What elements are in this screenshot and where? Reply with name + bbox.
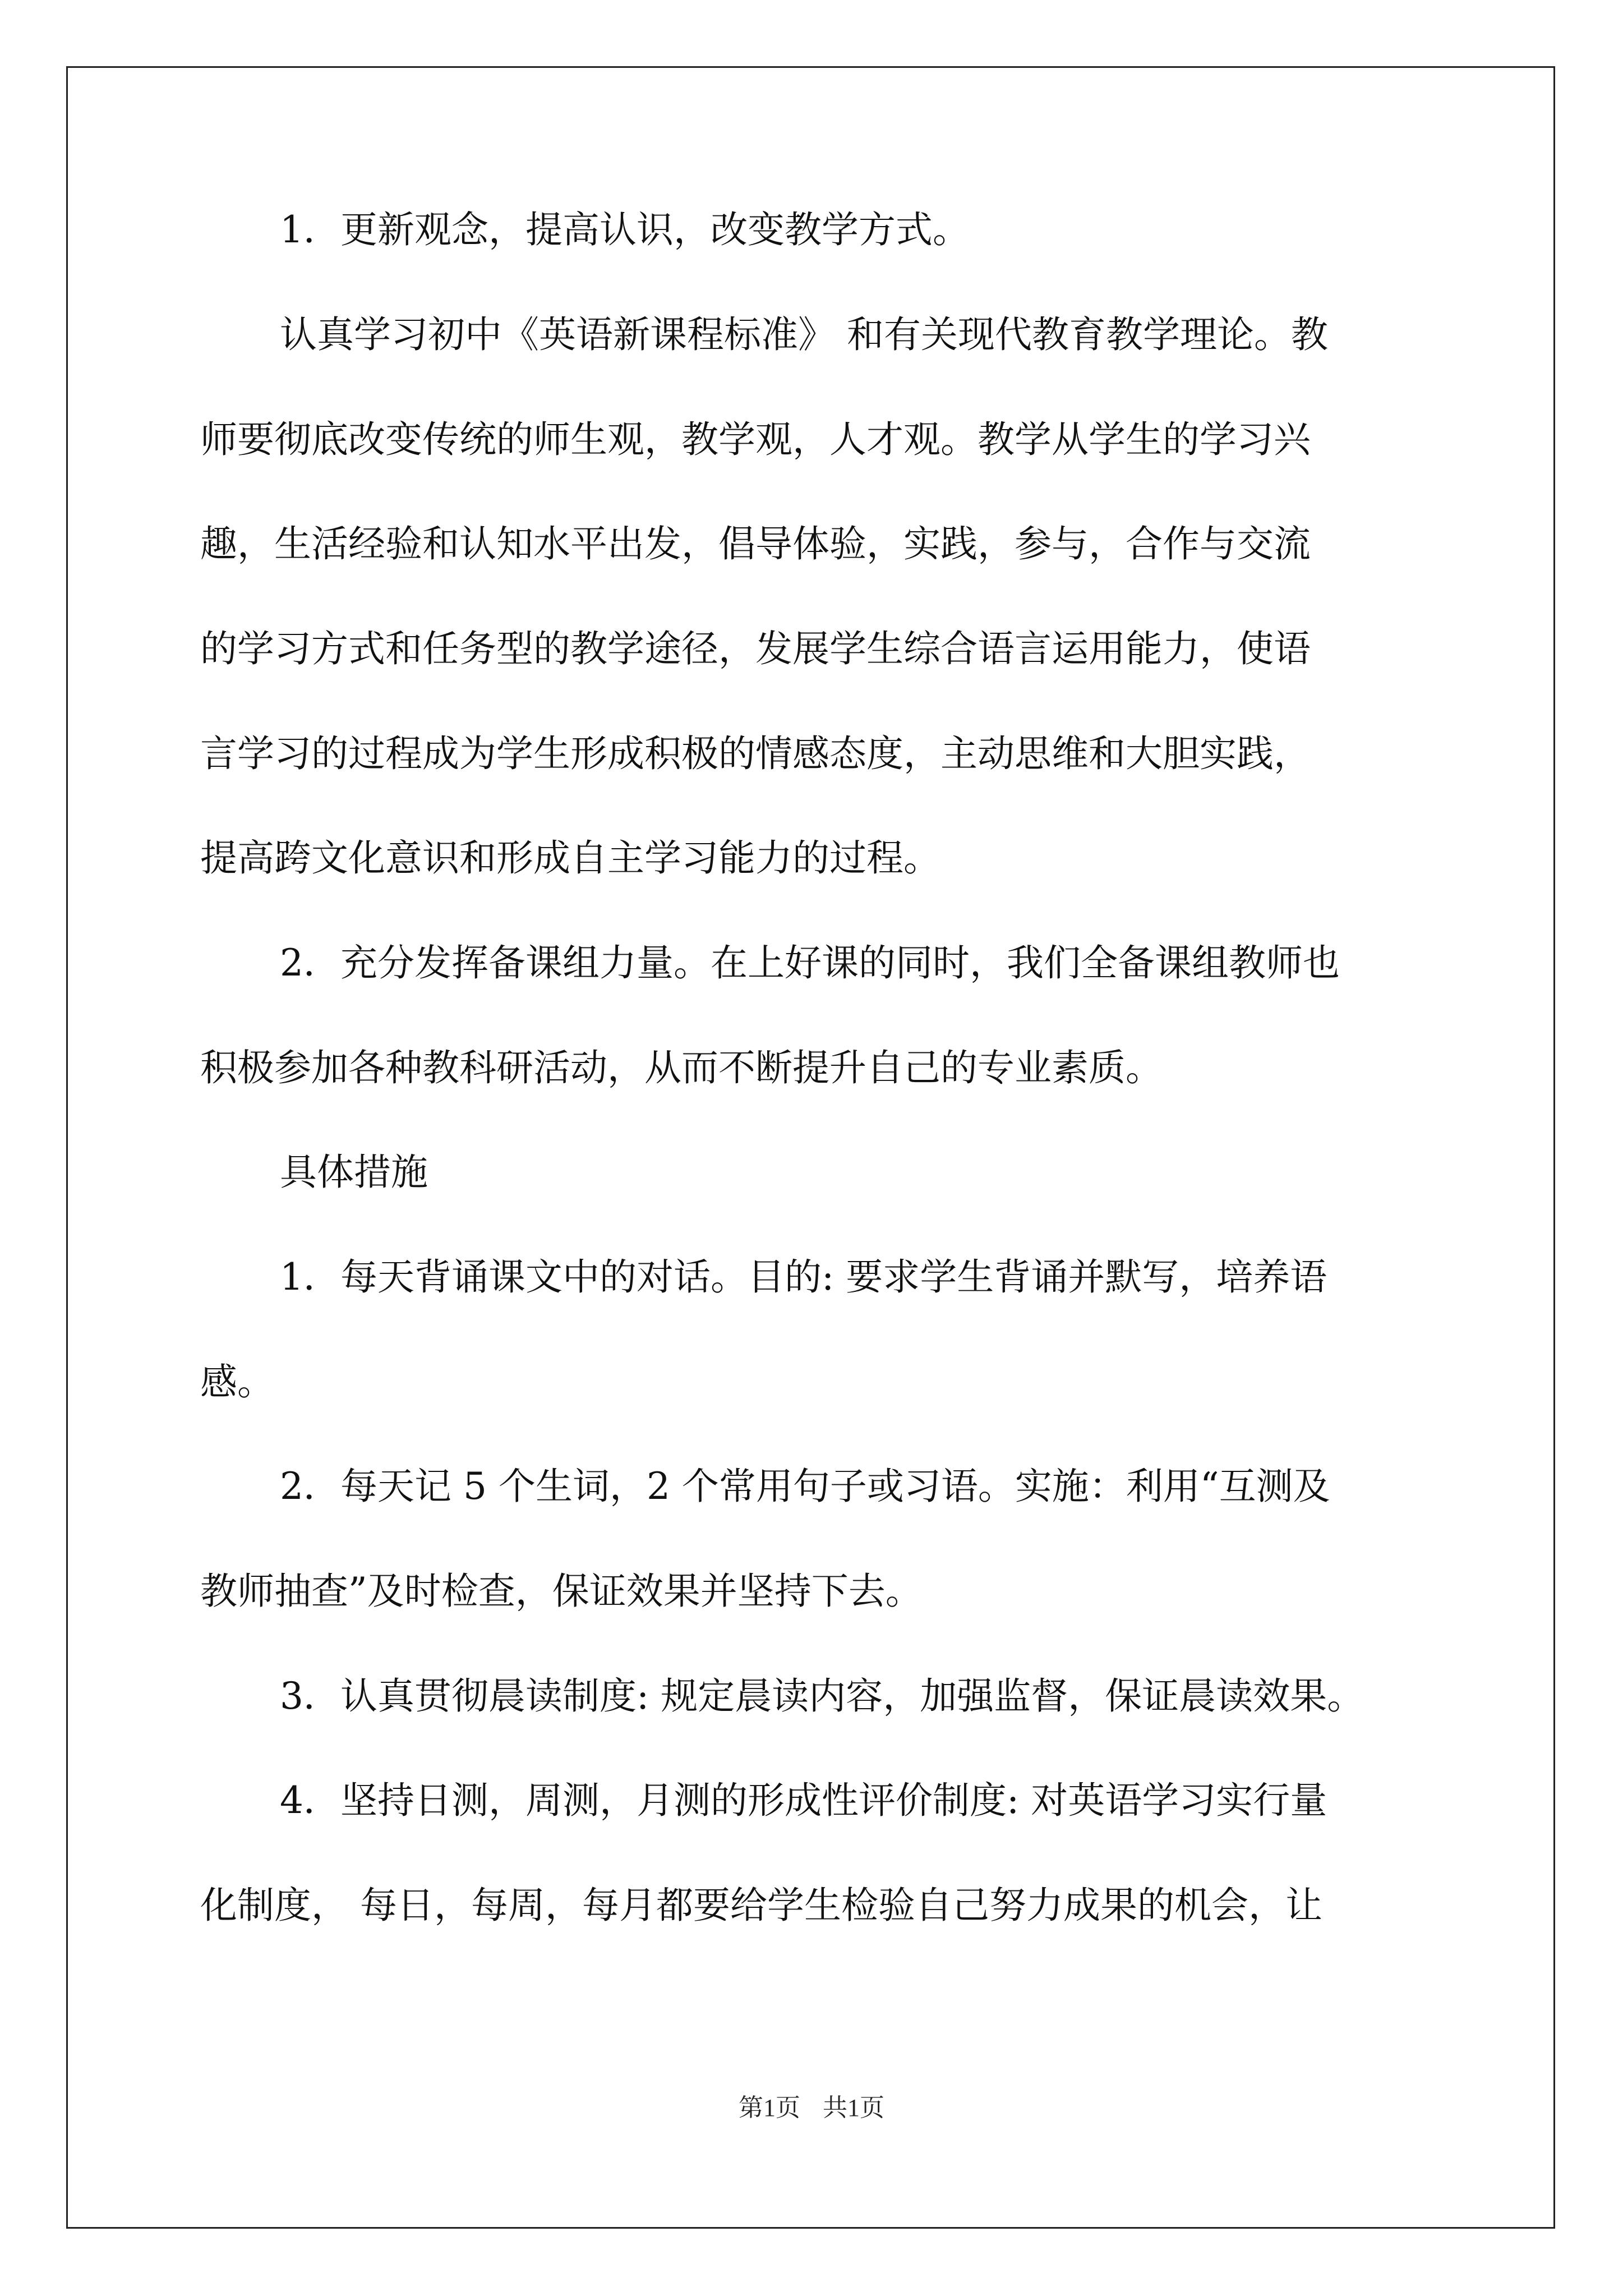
paragraph-line: 积极参加各种教科研活动，从而不断提升自己的专业素质。 [200,1046,1163,1089]
page-total: 共1页 [823,2094,884,2122]
paragraph-line: 趣，生活经验和认知水平出发，倡导体验，实践，参与，合作与交流 [200,522,1311,565]
paragraph-line: 化制度， 每日，每周，每月都要给学生检验自己努力成果的机会，让 [200,1884,1322,1927]
paragraph-line: 感。 [200,1360,274,1404]
paragraph-line: 提高跨文化意识和形成自主学习能力的过程。 [200,836,940,880]
paragraph-line: 的学习方式和任务型的教学途径，发展学生综合语言运用能力，使语 [200,627,1311,670]
paragraph-line: 认真学习初中《英语新课程标准》 和有关现代教育教学理论。教 [280,313,1328,356]
paragraph-line: 1．更新观念，提高认识，改变教学方式。 [280,208,970,251]
paragraph-line: 4．坚持日测，周测，月测的形成性评价制度: 对英语学习实行量 [280,1779,1327,1822]
paragraph-line: 教师抽查”及时检查，保证效果并坚持下去。 [200,1570,923,1613]
page-footer [0,2093,1623,2123]
paragraph-line: 2．每天记 5 个生词，2 个常用句子或习语。实施：利用“互测及 [280,1465,1330,1508]
paragraph-line: 2．充分发挥备课组力量。在上好课的同时，我们全备课组教师也 [280,941,1340,984]
paragraph-line: 言学习的过程成为学生形成积极的情感态度，主动思维和大胆实践， [200,732,1311,775]
paragraph-line: 3．认真贯彻晨读制度: 规定晨读内容，加强监督，保证晨读效果。 [280,1674,1364,1718]
paragraph-line: 1．每天背诵课文中的对话。目的: 要求学生背诵并默写，培养语 [280,1255,1327,1299]
page-number: 第1页 [739,2094,800,2122]
paragraph-line: 师要彻底改变传统的师生观，教学观，人才观。教学从学生的学习兴 [200,418,1311,461]
section-heading: 具体措施 [280,1151,428,1194]
